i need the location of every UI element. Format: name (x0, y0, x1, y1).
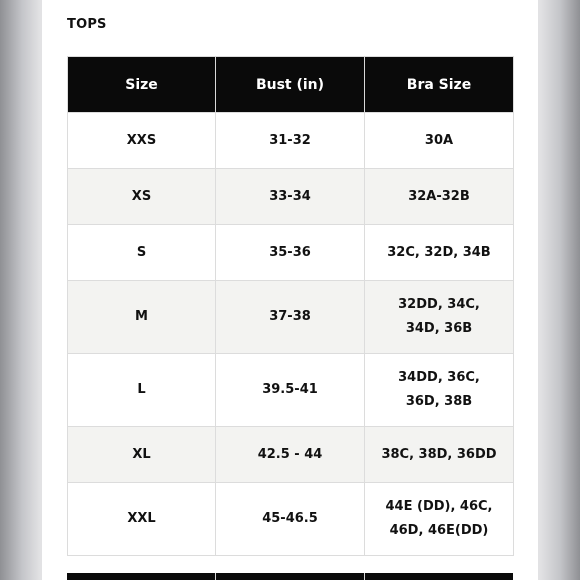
bra-size-cell: 38C, 38D, 36DD (365, 427, 514, 483)
size-cell: XL (68, 427, 216, 483)
header-bust: Bust (in) (216, 57, 365, 113)
bust-cell: 39.5-41 (216, 354, 365, 427)
bust-cell: 45-46.5 (216, 483, 365, 556)
table-row (68, 225, 514, 281)
size-cell: XXL (68, 483, 216, 556)
tops-size-table (67, 56, 514, 556)
next-header-cell (215, 573, 364, 580)
table-header-row (68, 57, 514, 113)
table-row (68, 169, 514, 225)
table-row (68, 113, 514, 169)
bra-size-cell: 32C, 32D, 34B (365, 225, 514, 281)
bra-size-cell: 34DD, 36C, 36D, 38B (365, 354, 514, 427)
next-header-cell (67, 573, 215, 580)
bust-cell: 31-32 (216, 113, 365, 169)
header-bra-size: Bra Size (365, 57, 514, 113)
header-size: Size (68, 57, 216, 113)
table-row (68, 483, 514, 556)
size-cell: M (68, 281, 216, 354)
table-row (68, 281, 514, 354)
size-cell: XS (68, 169, 216, 225)
bra-size-cell: 44E (DD), 46C, 46D, 46E(DD) (365, 483, 514, 556)
size-cell: L (68, 354, 216, 427)
bust-cell: 37-38 (216, 281, 365, 354)
bust-cell: 42.5 - 44 (216, 427, 365, 483)
size-chart-page (42, 0, 538, 580)
next-header-cell (364, 573, 513, 580)
table-row (68, 427, 514, 483)
next-table-header-edge (67, 573, 513, 580)
bra-size-cell: 32A-32B (365, 169, 514, 225)
size-cell: S (68, 225, 216, 281)
bust-cell: 35-36 (216, 225, 365, 281)
section-title-tops: TOPS (67, 17, 107, 32)
bust-cell: 33-34 (216, 169, 365, 225)
bra-size-cell: 32DD, 34C, 34D, 36B (365, 281, 514, 354)
bra-size-cell: 30A (365, 113, 514, 169)
size-cell: XXS (68, 113, 216, 169)
table-row (68, 354, 514, 427)
